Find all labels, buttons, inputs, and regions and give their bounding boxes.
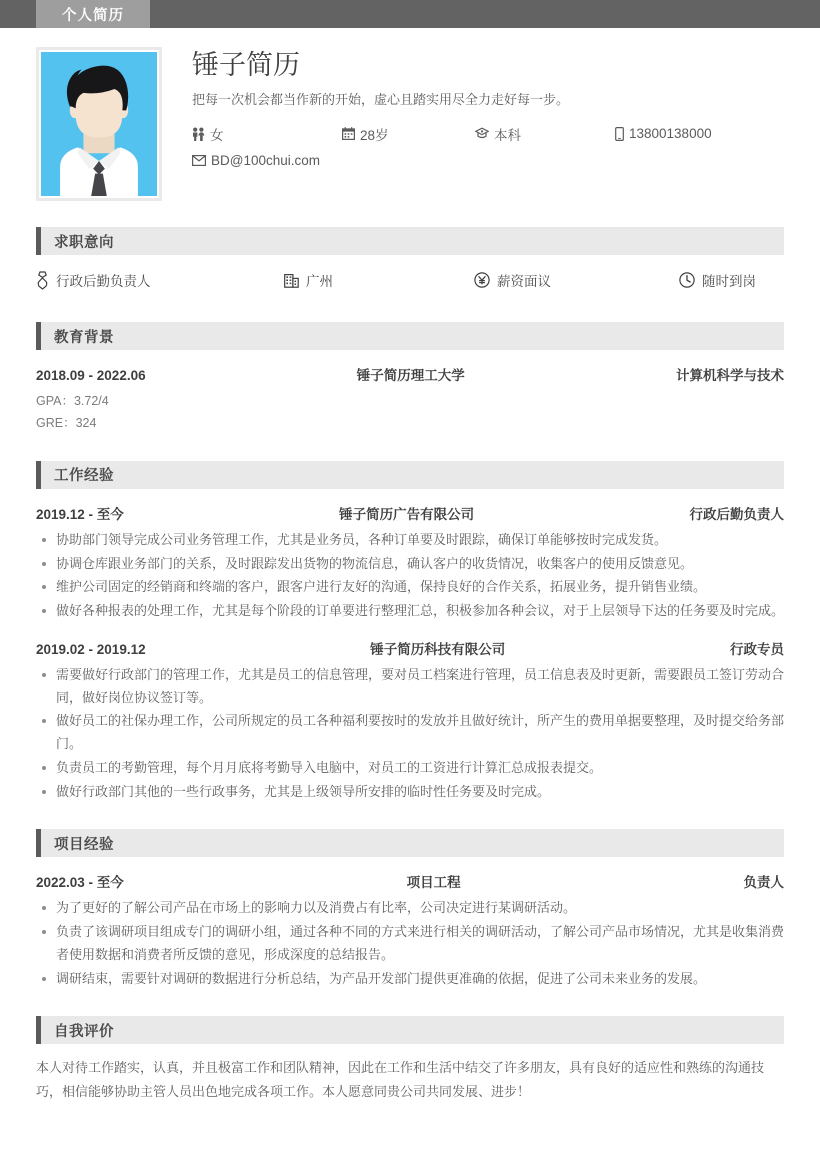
section-title: 求职意向: [54, 234, 114, 251]
entry-role: 行政后勤负责人: [689, 506, 784, 522]
list-item: 需要做好行政部门的管理工作，尤其是员工的信息管理，要对员工档案进行管理，员工信息表及时更新，需要跟员工签订劳动合同，做好岗位协议签订等。: [36, 664, 784, 710]
list-item: 调研结束，需要针对调研的数据进行分析总结，为产品开发部门提供更准确的依据，促进了公司未来业务的发展。: [36, 968, 784, 991]
section-header-job-intention: [36, 227, 784, 255]
meta-phone-value: 13800138000: [629, 126, 712, 142]
graduation-cap-icon: [475, 127, 489, 140]
tab-label: 个人简历: [62, 7, 124, 24]
entry-date: 2022.03 - 至今: [36, 875, 124, 891]
section-header-project: [36, 829, 784, 857]
entry-header: [36, 857, 784, 891]
education-detail-gpa: GPA：3.72/4: [36, 394, 109, 408]
list-item: 协助部门领导完成公司业务管理工作，尤其是业务员，各种订单要及时跟踪，确保订单能够按时完成发货。: [36, 529, 784, 552]
meta-email: [192, 153, 320, 168]
entry-organization: 锤子简历科技有限公司: [370, 641, 506, 657]
list-item: 做好各种报表的处理工作，尤其是每个阶段的订单要进行整理汇总，积极参加各种会议，对于上层领导下达的任务要及时完成。: [36, 600, 784, 623]
top-bar-spacer: [0, 0, 36, 28]
envelope-icon: [192, 155, 206, 166]
entry-organization: 项目工程: [406, 875, 461, 891]
meta-age: [342, 124, 475, 144]
entry-organization: 锤子简历理工大学: [356, 368, 465, 383]
section-accent-bar: [36, 1016, 41, 1044]
building-icon: [284, 273, 299, 288]
list-item: 做好员工的社保办理工作，公司所规定的员工各种福利要按时的发放并且做好统计，所产生的费用单据要整理，及时提交给务部门。: [36, 710, 784, 756]
section-accent-bar: [36, 322, 41, 350]
section-accent-bar: [36, 829, 41, 857]
profile-meta-row-2: [192, 153, 784, 168]
meta-phone: [615, 126, 712, 141]
list-item: 维护公司固定的经销商和终端的客户，跟客户进行友好的沟通，保持良好的合作关系，拓展业务，提升销售业绩。: [36, 576, 784, 599]
entry-role: 负责人: [743, 875, 784, 891]
meta-education-value: 本科: [494, 127, 521, 143]
avatar: [36, 47, 162, 201]
candidate-tagline: 把每一次机会都当作新的开始，虚心且踏实用尽全力走好每一步。: [192, 91, 570, 107]
intent-salary-value: 薪资面议: [497, 274, 551, 289]
meta-gender: [192, 124, 342, 144]
intent-availability: [679, 270, 756, 290]
mobile-phone-icon: [615, 127, 624, 141]
education-details: [36, 384, 784, 435]
clock-icon: [679, 272, 695, 288]
section-title: 项目经验: [54, 836, 114, 853]
intent-position-value: 行政后勤负责人: [56, 274, 151, 289]
self-evaluation-text: 本人对待工作踏实，认真，并且极富工作和团队精神，因此在工作和生活中结交了许多朋友，具有良好的适应性和熟练的沟通技巧，相信能够协助主管人员出色地完成各项工作。本人愿意同贵公司共同发展、进步！: [36, 1060, 765, 1100]
work-bullets: [36, 664, 784, 804]
section-title: 工作经验: [54, 468, 114, 485]
section-header-education: [36, 322, 784, 350]
top-bar: [0, 0, 820, 28]
entry-header: [36, 350, 784, 384]
entry-role: 计算机科学与技术: [676, 368, 784, 383]
section-title: 自我评价: [54, 1023, 114, 1040]
list-item: 负责了该调研项目组成专门的调研小组，通过各种不同的方式来进行相关的调研活动，了解公司产品市场情况，尤其是收集消费者使用数据和消费者所反馈的意见，形成深度的总结报告。: [36, 921, 784, 967]
education-detail-gre: GRE：324: [36, 415, 97, 430]
calendar-icon: [342, 127, 355, 140]
section-header-self-evaluation: [36, 1016, 784, 1044]
intent-city: [284, 270, 474, 290]
job-intention-row: [36, 255, 784, 296]
meta-gender-value: 女: [210, 127, 224, 143]
section-title: 教育背景: [54, 329, 114, 346]
profile-meta-row-1: [192, 124, 784, 144]
intent-position: [36, 270, 284, 290]
tie-icon: [36, 271, 49, 290]
profile-header: [36, 28, 784, 201]
section-header-work: [36, 461, 784, 489]
gender-icon: [192, 127, 205, 141]
entry-organization: 锤子简历广告有限公司: [339, 506, 475, 522]
project-entry: [36, 857, 784, 990]
education-entry: [36, 350, 784, 435]
list-item: 做好行政部门其他的一些行政事务，尤其是上级领导所安排的临时性任务要及时完成。: [36, 781, 784, 804]
list-item: 协调仓库跟业务部门的关系，及时跟踪发出货物的物流信息，确认客户的收货情况，收集客户的使用反馈意见。: [36, 553, 784, 576]
meta-age-value: 28岁: [360, 127, 389, 143]
candidate-name: 锤子简历: [192, 50, 300, 80]
resume-page: [0, 28, 820, 1104]
profile-info: [192, 47, 784, 177]
avatar-photo: [41, 52, 157, 196]
project-bullets: [36, 897, 784, 990]
list-item: 为了更好的了解公司产品在市场上的影响力以及消费占有比率，公司决定进行某调研活动。: [36, 897, 784, 920]
list-item: 负责员工的考勤管理，每个月月底将考勤导入电脑中，对员工的工资进行计算汇总成报表提交。: [36, 757, 784, 780]
work-entry: [36, 624, 784, 804]
entry-role: 行政专员: [730, 641, 784, 657]
entry-header: [36, 624, 784, 658]
work-bullets: [36, 529, 784, 623]
avatar-illustration-icon: [41, 52, 157, 196]
meta-education: [475, 124, 615, 144]
entry-date: 2019.02 - 2019.12: [36, 641, 146, 657]
yen-circle-icon: [474, 272, 490, 288]
work-entry: [36, 489, 784, 623]
entry-date: 2018.09 - 2022.06: [36, 368, 146, 383]
intent-salary: [474, 270, 679, 290]
section-accent-bar: [36, 227, 41, 255]
tab-personal-resume[interactable]: [36, 0, 150, 28]
intent-city-value: 广州: [306, 274, 333, 289]
entry-date: 2019.12 - 至今: [36, 506, 124, 522]
entry-header: [36, 489, 784, 523]
intent-availability-value: 随时到岗: [702, 274, 756, 289]
meta-email-value: BD@100chui.com: [211, 152, 321, 168]
section-accent-bar: [36, 461, 41, 489]
